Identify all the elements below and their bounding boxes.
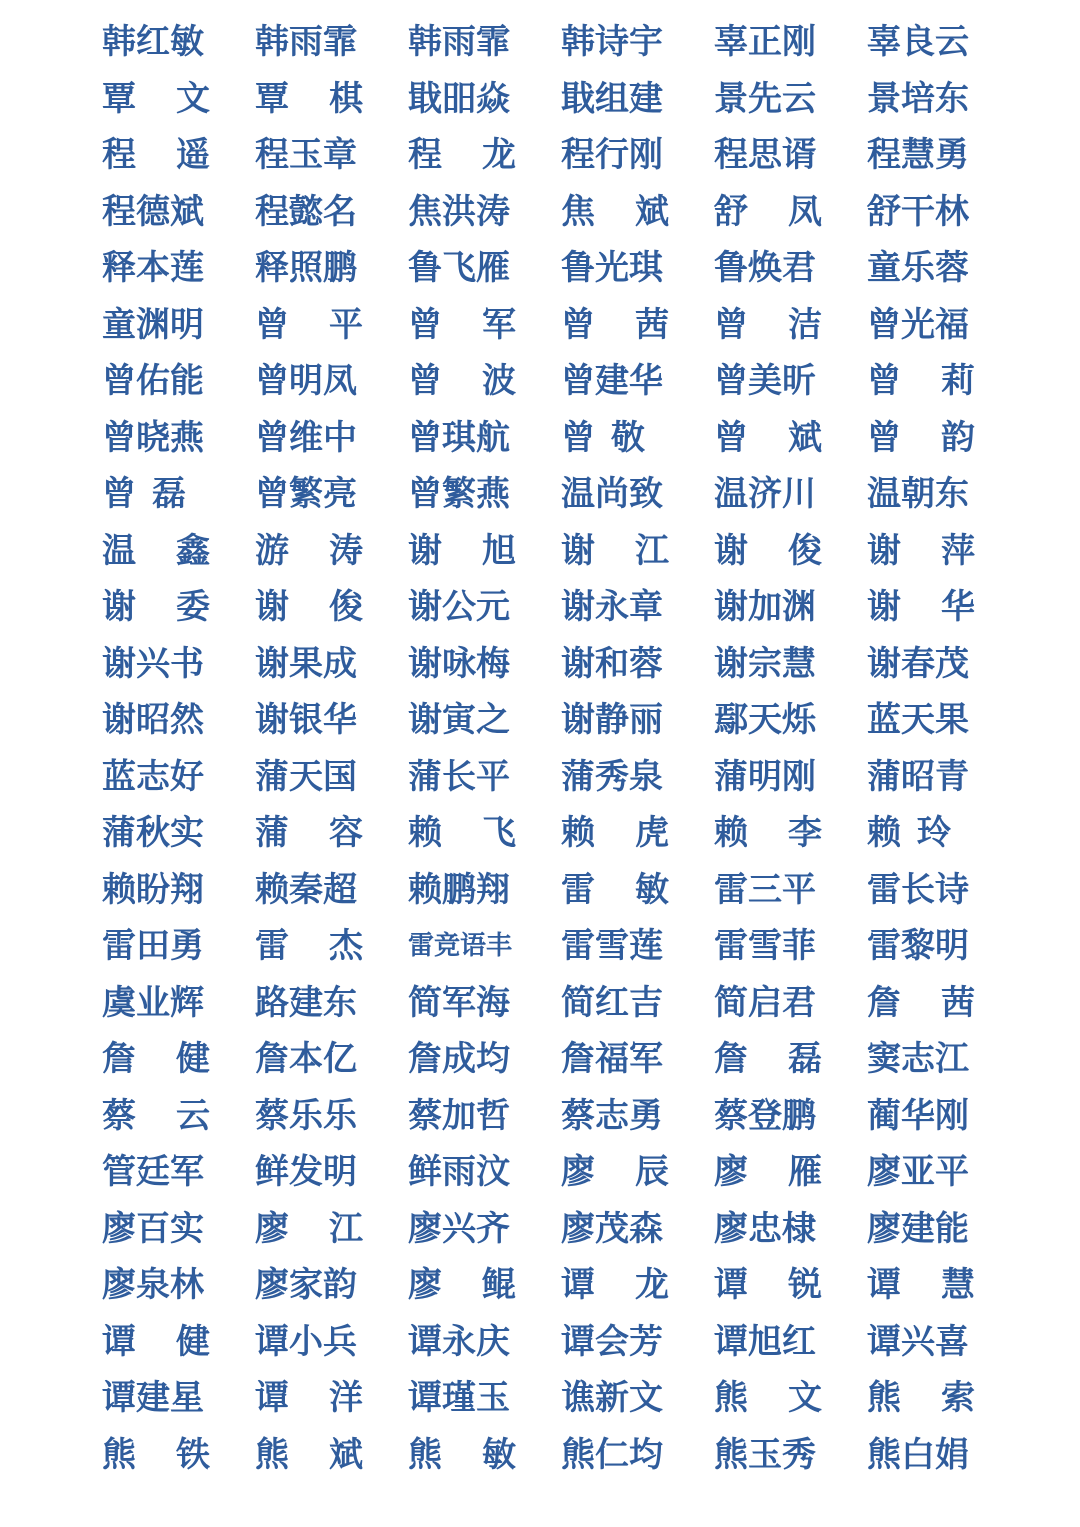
name-entry: 赖盼翔: [102, 869, 204, 910]
name-entry: 鲜雨汶: [408, 1152, 510, 1192]
name-entry: 曾琪航: [408, 417, 510, 458]
name-entry: 赖 玲: [867, 813, 951, 853]
name-entry: 舒干林: [867, 191, 969, 232]
name-entry: 蒲秋实: [102, 813, 204, 853]
name-entry: 谢银华: [255, 700, 357, 740]
name-entry: 谭旭红: [714, 1321, 816, 1362]
name-entry: 简军海: [408, 982, 510, 1023]
name-entry: 谢 俊: [255, 587, 363, 627]
name-entry: 蔡 云: [102, 1095, 210, 1136]
name-entry: 鲁焕君: [714, 248, 816, 288]
name-entry: 谭 健: [102, 1321, 210, 1362]
name-entry: 廖 辰: [561, 1152, 669, 1192]
name-entry: 詹 磊: [714, 1039, 822, 1079]
name-entry: 赖 李: [714, 813, 822, 853]
name-entry: 温 鑫: [102, 530, 210, 571]
name-entry: 温朝东: [867, 474, 969, 514]
name-entry: 廖亚平: [867, 1152, 969, 1192]
name-entry: 赖秦超: [255, 869, 357, 910]
name-entry: 谢 萍: [867, 530, 975, 571]
name-entry: 焦洪涛: [408, 191, 510, 232]
name-entry: 程慧勇: [867, 135, 969, 175]
name-entry: 辜正刚: [714, 22, 816, 62]
name-entry: 景先云: [714, 78, 816, 119]
name-entry: 覃 棋: [255, 78, 363, 119]
name-entry: 雷竞语丰: [408, 931, 513, 961]
name-entry: 蒲秀泉: [561, 756, 663, 797]
name-entry: 蒲明刚: [714, 756, 816, 797]
name-entry: 路建东: [255, 982, 357, 1023]
name-entry: 韩雨霏: [408, 22, 510, 62]
name-entry: 程懿名: [255, 191, 357, 232]
name-entry: 曾 莉: [867, 361, 975, 401]
name-entry: 雷长诗: [867, 869, 969, 910]
name-entry: 舒 凤: [714, 191, 822, 232]
name-entry: 曾明凤: [255, 361, 357, 401]
name-entry: 蒲 容: [255, 813, 363, 853]
name-entry: 辜良云: [867, 22, 969, 62]
name-entry: 蔡乐乐: [255, 1095, 357, 1136]
name-entry: 曾 军: [408, 304, 516, 345]
name-entry: 熊 敏: [408, 1434, 516, 1475]
name-entry: 韩诗宇: [561, 22, 663, 62]
name-entry: 谭建星: [102, 1378, 204, 1418]
name-entry: 詹 健: [102, 1039, 210, 1079]
name-entry: 蔡登鹏: [714, 1095, 816, 1136]
name-entry: 詹 茜: [867, 982, 975, 1023]
name-entry: 蔺华刚: [867, 1095, 969, 1136]
name-entry: 雷 杰: [255, 926, 363, 966]
name-entry: 曾佑能: [102, 361, 204, 401]
name-entry: 戢昍焱: [408, 78, 510, 119]
name-entry: 詹成均: [408, 1039, 510, 1079]
name-entry: 谭 锐: [714, 1265, 822, 1305]
name-entry: 谢昭然: [102, 700, 204, 740]
name-entry: 程行刚: [561, 135, 663, 175]
name-entry: 鄢天烁: [714, 700, 816, 740]
name-entry: 谢兴书: [102, 643, 204, 684]
name-entry: 蓝天果: [867, 700, 969, 740]
name-entry: 蒲长平: [408, 756, 510, 797]
name-entry: 谢 旭: [408, 530, 516, 571]
name-entry: 廖忠棣: [714, 1208, 816, 1249]
name-entry: 蒲天国: [255, 756, 357, 797]
name-entry: 赖 虎: [561, 813, 669, 853]
name-entry: 谭兴喜: [867, 1321, 969, 1362]
name-entry: 谭 龙: [561, 1265, 669, 1305]
name-entry: 谯新文: [561, 1378, 663, 1418]
name-entry: 雷 敏: [561, 869, 669, 910]
name-entry: 廖茂森: [561, 1208, 663, 1249]
name-entry: 鲁飞雁: [408, 248, 510, 288]
name-entry: 谢 华: [867, 587, 975, 627]
name-entry: 谢静丽: [561, 700, 663, 740]
name-entry: 温济川: [714, 474, 816, 514]
name-entry: 曾 敬: [561, 417, 645, 458]
name-entry: 释照鹏: [255, 248, 357, 288]
name-entry: 曾 茜: [561, 304, 669, 345]
name-entry: 焦 斌: [561, 191, 669, 232]
name-entry: 简启君: [714, 982, 816, 1023]
name-entry: 廖兴齐: [408, 1208, 510, 1249]
name-entry: 詹福军: [561, 1039, 663, 1079]
name-entry: 雷田勇: [102, 926, 204, 966]
name-entry: 程玉章: [255, 135, 357, 175]
name-entry: 鲁光琪: [561, 248, 663, 288]
name-entry: 谢 俊: [714, 530, 822, 571]
name-entry: 熊白娟: [867, 1434, 969, 1475]
name-entry: 廖建能: [867, 1208, 969, 1249]
name-entry: 曾维中: [255, 417, 357, 458]
name-entry: 赖 飞: [408, 813, 516, 853]
name-entry: 韩红敏: [102, 22, 204, 62]
name-entry: 程德斌: [102, 191, 204, 232]
name-entry: 曾 洁: [714, 304, 822, 345]
name-entry: 熊 索: [867, 1378, 975, 1418]
name-entry: 蔡加哲: [408, 1095, 510, 1136]
name-entry: 廖家韵: [255, 1265, 357, 1305]
name-entry: 谭永庆: [408, 1321, 510, 1362]
name-entry: 程 龙: [408, 135, 516, 175]
name-entry: 曾繁亮: [255, 474, 357, 514]
name-entry: 鲜发明: [255, 1152, 357, 1192]
name-entry: 廖 雁: [714, 1152, 822, 1192]
name-entry: 曾 斌: [714, 417, 822, 458]
name-entry: 景培东: [867, 78, 969, 119]
name-entry: 谢永章: [561, 587, 663, 627]
name-entry: 曾建华: [561, 361, 663, 401]
name-entry: 曾美昕: [714, 361, 816, 401]
name-entry: 谢加渊: [714, 587, 816, 627]
name-entry: 管廷军: [102, 1152, 204, 1192]
name-entry: 程 遥: [102, 135, 210, 175]
name-entry: 曾晓燕: [102, 417, 204, 458]
name-entry: 廖 鲲: [408, 1265, 516, 1305]
name-entry: 韩雨霏: [255, 22, 357, 62]
name-entry: 熊 斌: [255, 1434, 363, 1475]
name-grid: [102, 14, 982, 1483]
name-entry: 窦志江: [867, 1039, 969, 1079]
name-entry: 谢宗慧: [714, 643, 816, 684]
name-entry: 廖 江: [255, 1208, 363, 1249]
name-entry: 詹本亿: [255, 1039, 357, 1079]
name-entry: 蒲昭青: [867, 756, 969, 797]
name-entry: 雷雪菲: [714, 926, 816, 966]
name-entry: 熊 文: [714, 1378, 822, 1418]
name-entry: 简红吉: [561, 982, 663, 1023]
name-entry: 谢公元: [408, 587, 510, 627]
name-entry: 谢春茂: [867, 643, 969, 684]
name-entry: 蓝志好: [102, 756, 204, 797]
name-entry: 戢组建: [561, 78, 663, 119]
name-entry: 覃 文: [102, 78, 210, 119]
name-entry: 曾 平: [255, 304, 363, 345]
name-entry: 谢 江: [561, 530, 669, 571]
name-entry: 释本莲: [102, 248, 204, 288]
name-entry: 温尚致: [561, 474, 663, 514]
name-entry: 熊玉秀: [714, 1434, 816, 1475]
name-entry: 雷雪莲: [561, 926, 663, 966]
name-entry: 曾繁燕: [408, 474, 510, 514]
name-entry: 谢和蓉: [561, 643, 663, 684]
name-entry: 雷三平: [714, 869, 816, 910]
name-entry: 谭会芳: [561, 1321, 663, 1362]
name-entry: 熊 铁: [102, 1434, 210, 1475]
name-entry: 曾 韵: [867, 417, 975, 458]
name-entry: 赖鹏翔: [408, 869, 510, 910]
name-entry: 曾 磊: [102, 474, 186, 514]
name-entry: 蔡志勇: [561, 1095, 663, 1136]
name-entry: 童渊明: [102, 304, 204, 345]
name-entry: 虞业辉: [102, 982, 204, 1023]
name-entry: 谭 慧: [867, 1265, 975, 1305]
name-entry: 雷黎明: [867, 926, 969, 966]
name-entry: 曾 波: [408, 361, 516, 401]
name-entry: 廖泉林: [102, 1265, 204, 1305]
name-entry: 谭 洋: [255, 1378, 363, 1418]
name-entry: 谢咏梅: [408, 643, 510, 684]
name-entry: 谭小兵: [255, 1321, 357, 1362]
name-entry: 程思谞: [714, 135, 816, 175]
name-entry: 童乐蓉: [867, 248, 969, 288]
name-entry: 熊仁均: [561, 1434, 663, 1475]
name-entry: 廖百实: [102, 1208, 204, 1249]
name-entry: 谢果成: [255, 643, 357, 684]
name-entry: 谢 委: [102, 587, 210, 627]
name-entry: 谢寅之: [408, 700, 510, 740]
name-entry: 曾光福: [867, 304, 969, 345]
name-entry: 谭瑾玉: [408, 1378, 510, 1418]
name-entry: 游 涛: [255, 530, 363, 571]
